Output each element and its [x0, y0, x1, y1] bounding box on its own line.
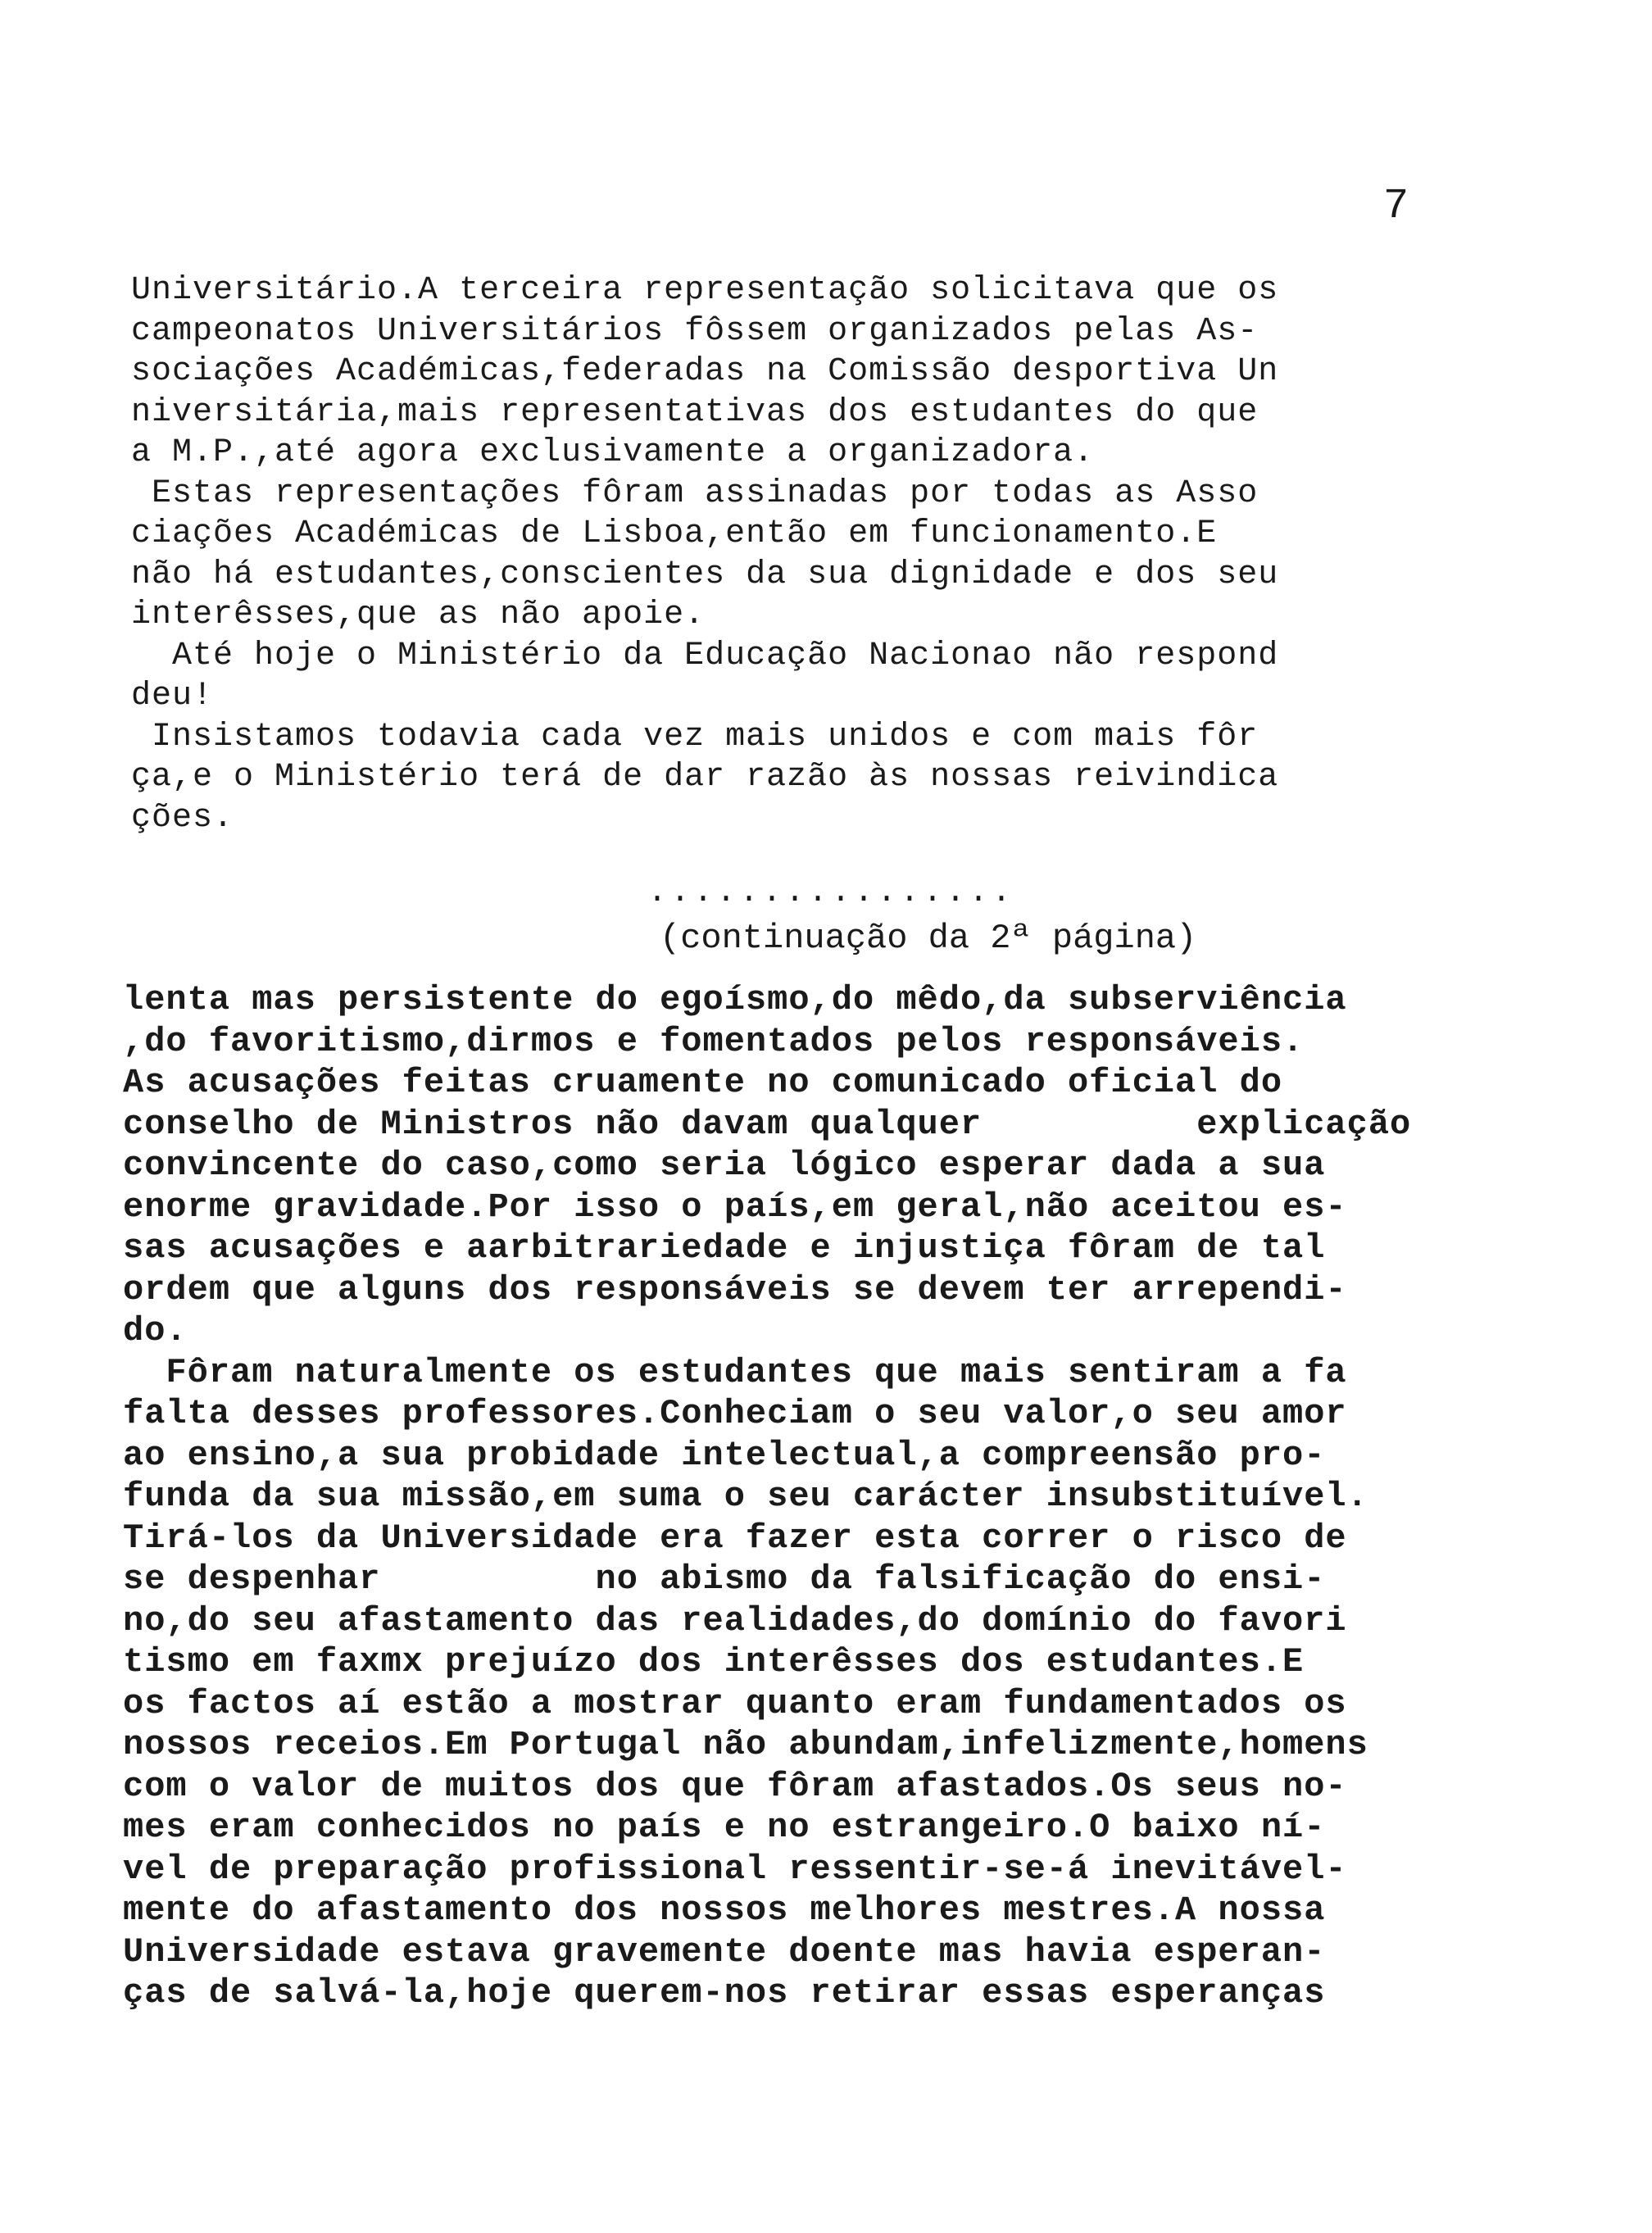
text-line: ças de salvá-la,hoje querem-nos retirar essas esperanças	[123, 1973, 1326, 2013]
text-line: ciações Académicas de Lisboa,então em funcionamento.E	[131, 515, 1218, 552]
text-line: niversitária,mais representativas dos estudantes do que	[131, 393, 1259, 431]
text-line: os factos aí estão a mostrar quanto eram fundamentados os	[123, 1683, 1347, 1723]
text-line: deu!	[131, 678, 214, 715]
text-line: vel de preparação profissional ressentir-se-á inevitável-	[123, 1849, 1347, 1889]
text-line: tismo em faxmx prejuízo dos interêsses dos estudantes.E	[123, 1642, 1305, 1682]
body-text-section-b	[123, 979, 1411, 2014]
section-separator: ................	[647, 874, 1015, 911]
text-line: Até hoje o Ministério da Educação Nacionao não respond	[131, 637, 1279, 674]
text-line: Universitário.A terceira representação solicitava que os	[131, 272, 1279, 309]
text-line: com o valor de muitos dos que fôram afastados.Os seus no-	[123, 1766, 1347, 1806]
text-line: a M.P.,até agora exclusivamente a organizadora.	[131, 434, 1095, 471]
page-number: 7	[1383, 182, 1409, 230]
text-line: Tirá-los da Universidade era fazer esta correr o risco de	[123, 1518, 1347, 1558]
text-line: lenta mas persistente do egoísmo,do mêdo,da subserviência	[123, 980, 1347, 1019]
text-line: ça,e o Ministério terá de dar razão às nossas reivindica	[131, 759, 1279, 796]
text-line: no,do seu afastamento das realidades,do domínio do favori	[123, 1600, 1347, 1641]
text-line: Estas representações fôram assinadas por todas as Asso	[131, 474, 1259, 512]
continuation-note: (continuação da 2ª página)	[660, 919, 1197, 958]
text-line: ções.	[131, 799, 234, 837]
text-line: funda da sua missão,em suma o seu carácter insubstituível.	[123, 1477, 1368, 1516]
text-line: As acusações feitas cruamente no comunicado oficial do	[123, 1063, 1283, 1102]
text-line: interêsses,que as não apoie.	[131, 597, 706, 633]
text-line: ordem que alguns dos responsáveis se devem ter arrependi-	[123, 1269, 1347, 1309]
text-line: Universidade estava gravemente doente mas havia esperan-	[123, 1931, 1326, 1972]
text-line: mes eram conhecidos no país e no estrangeiro.O baixo ní-	[123, 1808, 1326, 1847]
text-line: enorme gravidade.Por isso o país,em geral,não aceitou es-	[123, 1187, 1347, 1227]
text-line: sociações Académicas,federadas na Comissão desportiva Un	[131, 353, 1279, 390]
text-line: nossos receios.Em Portugal não abundam,infelizmente,homens	[123, 1725, 1368, 1764]
text-line: Fôram naturalmente os estudantes que mais sentiram a fa	[123, 1352, 1347, 1392]
text-line: sas acusações e aarbitrariedade e injustiça fôram de tal	[123, 1228, 1326, 1268]
text-line: mente do afastamento dos nossos melhores mestres.A nossa	[123, 1890, 1326, 1930]
body-text-section-a	[131, 270, 1278, 838]
text-line: convincente do caso,como seria lógico esperar dada a sua	[123, 1146, 1326, 1185]
text-line: do.	[123, 1311, 188, 1350]
text-line: conselho de Ministros não davam qualquer explicação	[123, 1104, 1412, 1144]
text-line: ao ensino,a sua probidade intelectual,a compreensão pro-	[123, 1435, 1326, 1475]
text-line: ,do favoritismo,dirmos e fomentados pelos responsáveis.	[123, 1021, 1305, 1061]
text-line: não há estudantes,conscientes da sua dignidade e dos seu	[131, 556, 1279, 593]
text-line: Insistamos todavia cada vez mais unidos e com mais fôr	[131, 718, 1259, 756]
text-line: falta desses professores.Conheciam o seu valor,o seu amor	[123, 1394, 1347, 1433]
text-line: campeonatos Universitários fôssem organizados pelas As-	[131, 312, 1259, 350]
text-line: se despenhar no abismo da falsificação do ensi-	[123, 1559, 1326, 1599]
